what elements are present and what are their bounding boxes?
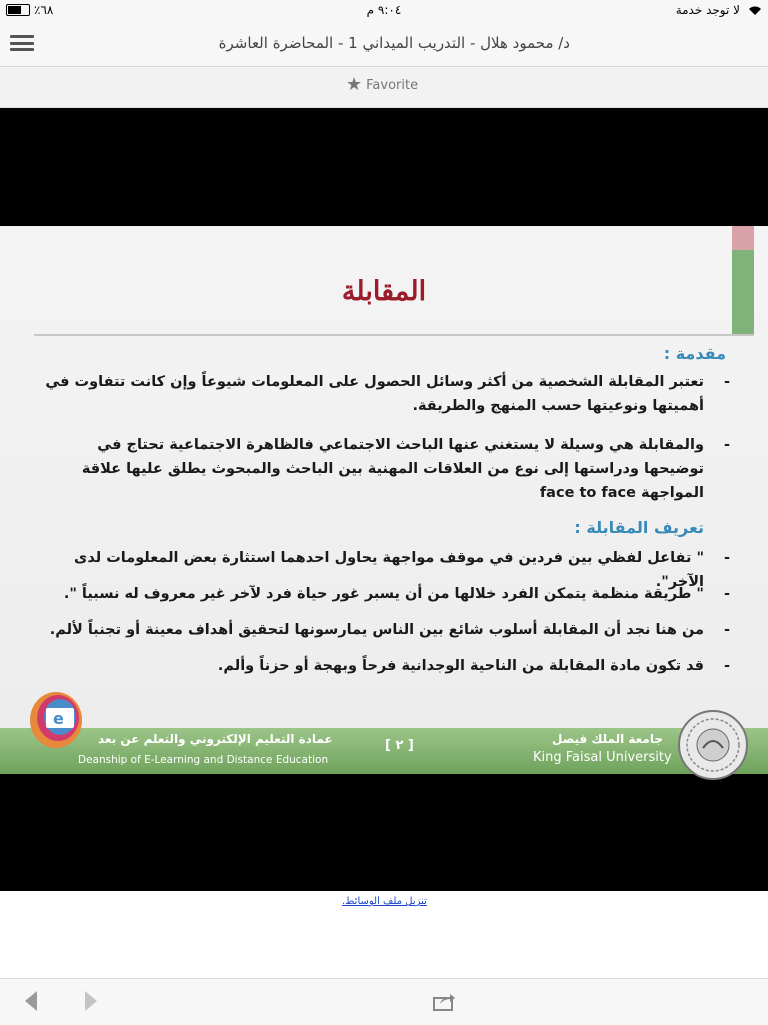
carrier-text: لا توجد خدمة: [675, 3, 740, 17]
intro-item-1: - تعتبر المقابلة الشخصية من أكثر وسائل الحصول على المعلومات شيوعاً وإن كانت تتفاوت في أهميتها ونوعيتها حسب المنهج والطريقة.: [45, 374, 730, 414]
favorite-bar: [0, 67, 768, 108]
hamburger-menu-icon[interactable]: [10, 35, 34, 51]
status-left: [6, 3, 53, 17]
page-title: د/ محمود هلال - التدريب الميداني 1 - المحاضرة العاشرة: [218, 34, 570, 52]
svg-text:e: e: [53, 709, 64, 728]
intro-item-2-english: face to face: [539, 485, 636, 501]
university-seal-icon: [676, 708, 750, 782]
bottom-toolbar: [0, 978, 768, 1025]
slide-accent-pink: [732, 226, 754, 250]
definition-item-4: - قد تكون مادة المقابلة من الناحية الوجدانية فرحاً وبهجة أو حزناً وألم.: [217, 658, 730, 674]
intro-heading: مقدمة :: [663, 344, 726, 363]
slide-footer: [0, 728, 768, 774]
slide-title: المقابلة: [341, 276, 427, 307]
intro-item-2: - والمقابلة هي وسيلة لا يستغني عنها الباحث الاجتماعي فالظاهرة الاجتماعية تحتاج في توضيحها ودراستها إلى نوع من العلاقات المهنية بين الباحث والمبحوث يطلق عليها علاقة المواجهة face to face: [81, 437, 730, 501]
definition-item-1: - " تفاعل لفظي بين فردين في موقف مواجهة يحاول احدهما استثارة بعض المعلومات لدى الآخر".: [74, 550, 730, 590]
star-icon: ★: [346, 74, 363, 95]
status-bar: [0, 0, 768, 20]
university-arabic: جامعة الملك فيصل: [552, 732, 664, 746]
clock: ٩:٠٤ م: [366, 3, 402, 17]
lecture-slide: [0, 226, 768, 774]
deanship-arabic: عمادة التعليم الإلكتروني والتعلم عن بعد: [98, 732, 333, 746]
definition-item-2: - " طريقة منظمة يتمكن الفرد خلالها من أن يسبر غور حياة فرد لآخر غير معروف له نسبياً ".: [63, 586, 730, 602]
battery-icon: [6, 4, 30, 16]
deanship-english: Deanship of E-Learning and Distance Education: [78, 754, 329, 766]
elearning-logo-icon: [26, 686, 86, 750]
favorite-button[interactable]: [346, 74, 419, 95]
share-icon[interactable]: [432, 989, 456, 1013]
download-media-link[interactable]: تنزيل ملف الوسائط.: [342, 896, 427, 907]
favorite-label: Favorite: [366, 77, 419, 93]
definition-item-3: - من هنا نجد أن المقابلة أسلوب شائع بين الناس يمارسونها لتحقيق أهداف معينة أو تجنباً لألم.: [49, 622, 730, 638]
definition-heading: تعريف المقابلة :: [574, 518, 704, 537]
slide-page-number: [ ٢ ]: [385, 738, 414, 753]
back-arrow-icon[interactable]: [20, 989, 44, 1013]
slide-divider: [34, 334, 754, 336]
battery-percent: ٦٨٪: [34, 3, 54, 17]
forward-arrow-icon[interactable]: [78, 989, 102, 1013]
title-bar: [0, 20, 768, 67]
university-english: King Faisal University: [533, 750, 672, 765]
video-player[interactable]: [0, 108, 768, 891]
